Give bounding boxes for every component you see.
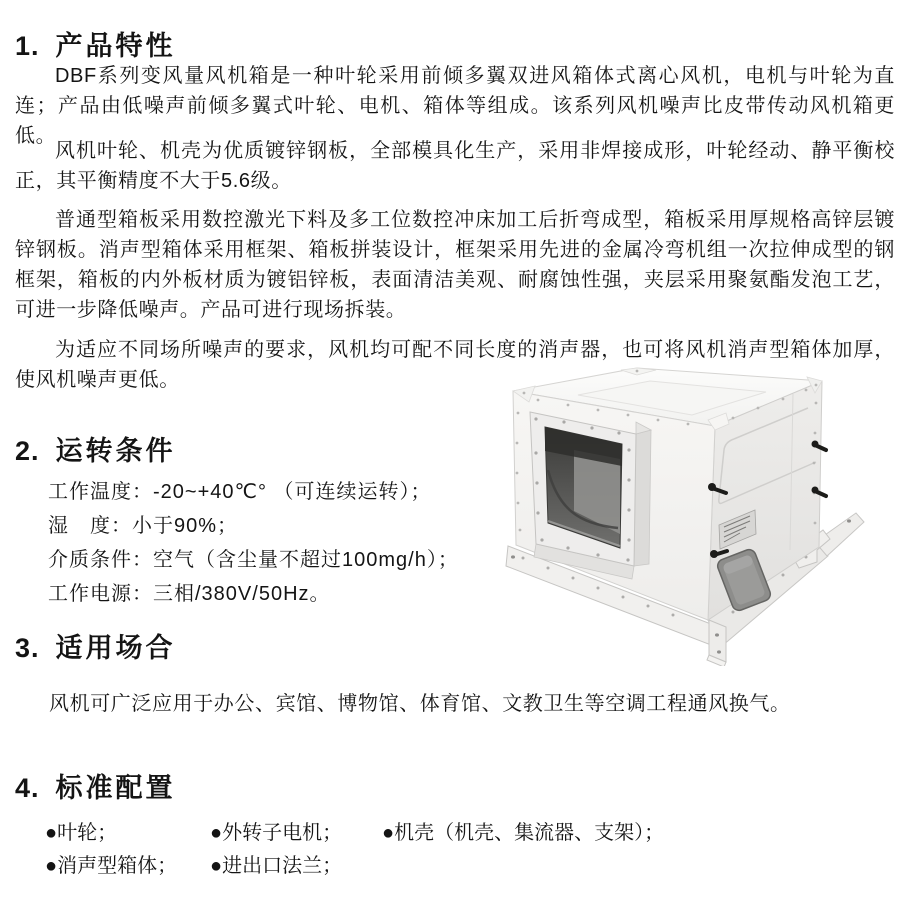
features-paragraph-2: 风机叶轮、机壳为优质镀锌钢板，全部模具化生产，采用非焊接成形，叶轮经动、静平衡校正，其平衡精度不大于5.6级。 <box>15 140 895 192</box>
section-applications-title: 适用场合 <box>55 633 176 663</box>
section-config-number: 4. <box>15 773 40 803</box>
section-config-title: 标准配置 <box>55 773 176 803</box>
condition-item-humidity: 湿 度：小于90%； <box>48 515 239 537</box>
config-item-flange: ●进出口法兰； <box>210 855 343 877</box>
condition-item-medium: 介质条件：空气（含尘量不超过100mg/h）； <box>48 549 459 571</box>
config-item-silencer-box: ●消声型箱体； <box>45 855 178 877</box>
section-features-number: 1. <box>15 31 40 61</box>
inlet-opening <box>530 412 651 579</box>
applications-paragraph: 风机可广泛应用于办公、宾馆、博物馆、体育馆、文教卫生等空调工程通风换气。 <box>49 693 791 715</box>
section-operating-heading <box>15 429 176 468</box>
section-features-heading <box>15 24 176 63</box>
config-item-casing: ●机壳（机壳、集流器、支架）； <box>382 822 665 844</box>
standard-config-list <box>45 820 885 879</box>
section-config-heading <box>15 766 176 805</box>
section-operating-title: 运转条件 <box>55 436 176 466</box>
condition-item-power: 工作电源：三相/380V/50Hz。 <box>48 583 331 605</box>
section-applications-heading <box>15 626 176 665</box>
section-features-title: 产品特性 <box>55 31 176 61</box>
features-paragraph-3: 普通型箱板采用数控激光下料及多工位数控冲床加工后折弯成型，箱板采用厚规格高锌层镀锌钢板。消声型箱体采用框架、箱板拼装设计，框架采用先进的金属冷弯机组一次拉伸成型的钢框架，箱板的内外板材质为镀铝锌板，表面清洁美观、耐腐蚀性强，夹层采用聚氨酯发泡工艺，可进一步降低噪声。产品可进行现场拆装。 <box>15 209 895 321</box>
section-operating-number: 2. <box>15 436 40 466</box>
features-paragraph-4: 为适应不同场所噪声的要求，风机均可配不同长度的消声器，也可将风机消声型箱体加厚，使风机噪声更低。 <box>15 339 895 391</box>
condition-item-temperature: 工作温度：-20~+40℃° （可连续运转）； <box>48 481 432 503</box>
config-item-motor: ●外转子电机； <box>210 822 343 844</box>
fan-cabinet-photo <box>478 358 878 666</box>
operating-conditions-list <box>48 475 459 611</box>
config-item-impeller: ●叶轮； <box>45 822 118 844</box>
features-paragraph-1: DBF系列变风量风机箱是一种叶轮采用前倾多翼双进风箱体式离心风机，电机与叶轮为直连；产品由低噪声前倾多翼式叶轮、电机、箱体等组成。该系列风机噪声比皮带传动风机箱更低。 <box>15 65 895 147</box>
section-applications-number: 3. <box>15 633 40 663</box>
